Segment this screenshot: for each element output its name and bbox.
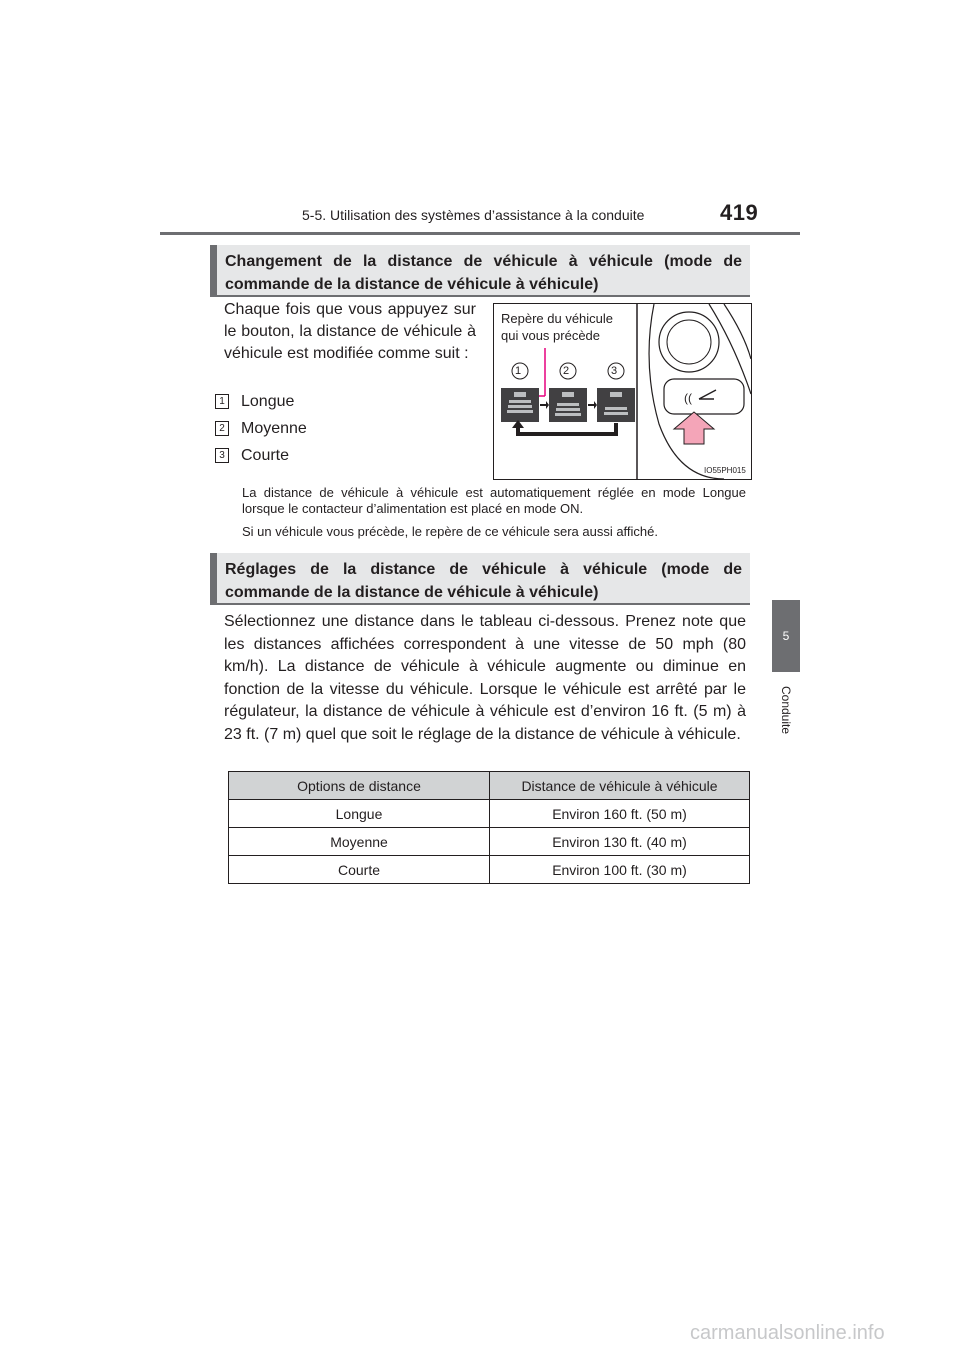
table-cell: Environ 100 ft. (30 m) bbox=[490, 856, 750, 884]
callout-line-1: Repère du véhicule bbox=[501, 311, 614, 326]
header-rule bbox=[160, 232, 800, 235]
table-row bbox=[229, 856, 750, 884]
chapter-tab-label-wrap bbox=[772, 680, 800, 740]
settings-paragraph: Sélectionnez une distance dans le tableau ci-dessous. Prenez note que les distances affichées correspondent à une vitesse de 50 mph (80 km/h). La distance de véhicule à véhicule augmente ou diminue en fonction de la vitesse du véhicule. Lorsque le véhicule est arrêté par le régulateur, la distance de véhicule à véhicule est d’environ 16 ft. (5 m) à 23 ft. (7 m) quel que soit le réglage de la distance de véhicule à véhicule. bbox=[224, 613, 746, 743]
table-cell: Courte bbox=[229, 856, 490, 884]
svg-text:((: (( bbox=[684, 391, 692, 405]
section-stripe bbox=[210, 553, 217, 603]
chapter-tab-number: 5 bbox=[782, 629, 790, 643]
callout-label bbox=[501, 310, 613, 344]
table-cell: Moyenne bbox=[229, 828, 490, 856]
callout-line-2: qui vous précède bbox=[501, 328, 601, 343]
table-cell: Environ 130 ft. (40 m) bbox=[490, 828, 750, 856]
option-number-badge: 2 bbox=[215, 421, 229, 436]
note-default-mode: La distance de véhicule à véhicule est automatiquement réglée en mode Longue lorsque le contacteur d’alimentation est placé en mode ON. bbox=[242, 485, 746, 516]
note-preceding-vehicle: Si un véhicule vous précède, le repère de ce véhicule sera aussi affiché. bbox=[242, 524, 659, 539]
circled-number-1: 1 bbox=[515, 365, 522, 377]
option-label: Moyenne bbox=[241, 420, 307, 437]
section-stripe bbox=[210, 245, 217, 295]
section-heading-interval-settings bbox=[210, 553, 750, 605]
distance-table bbox=[228, 771, 750, 884]
table-header-row bbox=[229, 772, 750, 800]
option-label: Courte bbox=[241, 447, 290, 464]
distance-button-illustration bbox=[493, 303, 752, 480]
option-number-badge: 1 bbox=[215, 394, 229, 409]
option-item-3 bbox=[215, 447, 289, 465]
intro-paragraph: Chaque fois que vous appuyez sur le bouton, la distance de véhicule à véhicule est modifiée comme suit : bbox=[224, 301, 476, 362]
option-number-badge: 3 bbox=[215, 448, 229, 463]
section-title: Réglages de la distance de véhicule à véhicule (mode de commande de la distance de véhicule à véhicule) bbox=[225, 561, 742, 601]
chapter-tab-label: Conduite bbox=[779, 685, 793, 735]
page-number: 419 bbox=[720, 200, 759, 225]
option-item-2 bbox=[215, 420, 307, 438]
table-cell: Longue bbox=[229, 800, 490, 828]
chapter-section-title: 5-5. Utilisation des systèmes d’assistance à la conduite bbox=[302, 207, 645, 223]
section-heading-interval-change bbox=[210, 245, 750, 297]
table-row bbox=[229, 828, 750, 856]
option-item-1 bbox=[215, 393, 294, 411]
table-header-cell: Options de distance bbox=[229, 772, 490, 800]
table-header-cell: Distance de véhicule à véhicule bbox=[490, 772, 750, 800]
chapter-tab bbox=[772, 600, 800, 672]
section-title: Changement de la distance de véhicule à véhicule (mode de commande de la distance de véhicule à véhicule) bbox=[225, 253, 742, 293]
table-row bbox=[229, 800, 750, 828]
circled-number-3: 3 bbox=[611, 365, 618, 377]
option-label: Longue bbox=[241, 393, 295, 410]
circled-number-2: 2 bbox=[563, 365, 570, 377]
illustration-code: IO55PH015 bbox=[704, 466, 746, 475]
watermark: carmanualsonline.info bbox=[690, 1322, 885, 1344]
table-cell: Environ 160 ft. (50 m) bbox=[490, 800, 750, 828]
